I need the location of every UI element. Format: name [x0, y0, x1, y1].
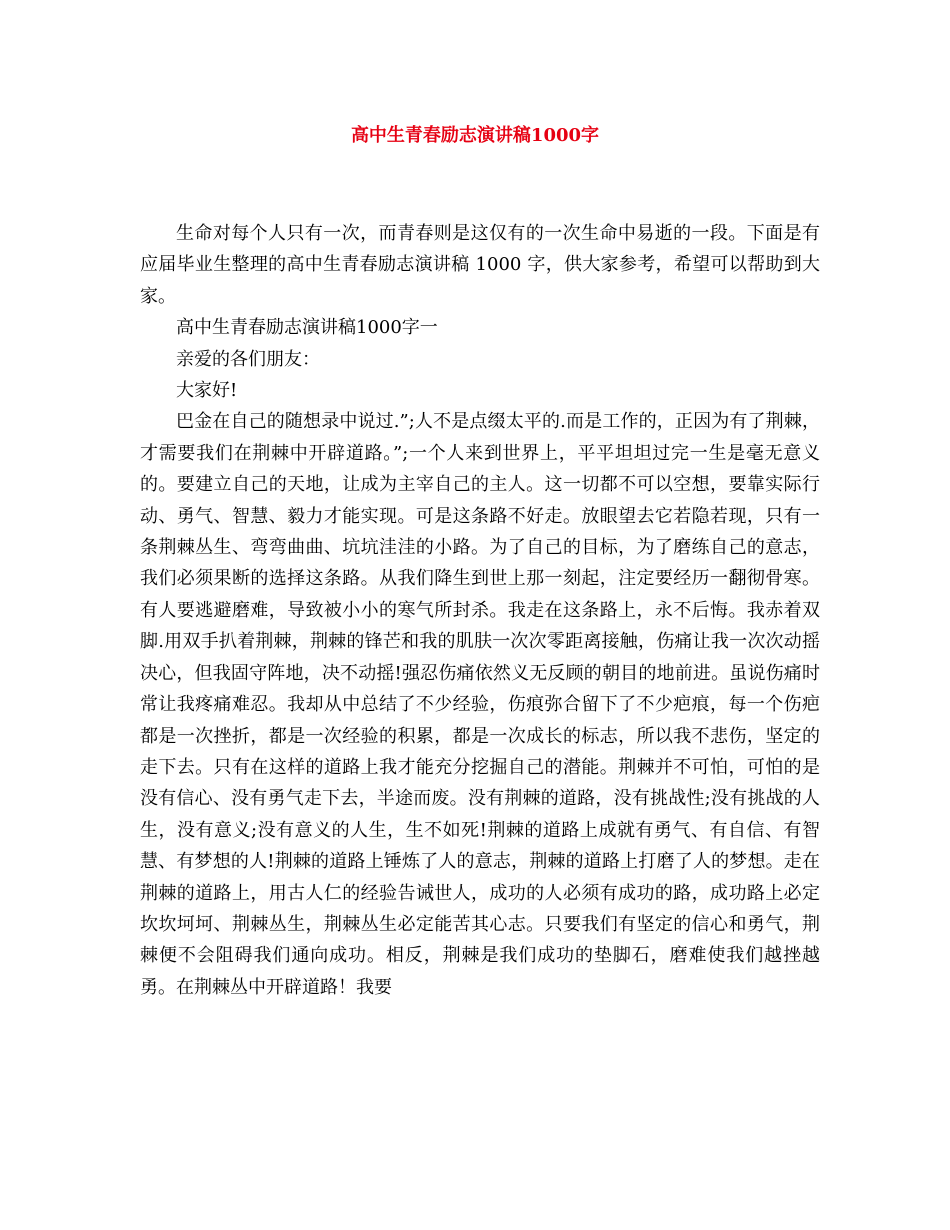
greeting: 大家好! — [176, 380, 238, 402]
main-paragraph: 巴金在自己的随想录中说过.”;人不是点缀太平的.而是工作的，正因为有了荆棘，才需要我们在荆棘中开辟道路。”;一个人来到世界上，平平坦坦过完一生是毫无意义的。要建立自己的天地，让成为主宰自己的主人。这一切都不可以空想，要靠实际行动、勇气、智慧、毅力才能实现。可是这条路不好走。放眼望去它若隐若现，只有一条荆棘丛生、弯弯曲曲、坑坑洼洼的小路。为了自己的目标，为了磨练自己的意志，我们必须果断的选择这条路。从我们降生到世上那一刻起，注定要经历一翻彻骨寒。有人要逃避磨难，导致被小小的寒气所封杀。我走在这条路上，永不后悔。我赤着双脚.用双手扒着荆棘，荆棘的锋芒和我的肌肤一次次零距离接触，伤痛让我一次次动摇决心，但我固守阵地，决不动摇!强忍伤痛依然义无反顾的朝目的地前进。虽说伤痛时常让我疼痛难忍。我却从中总结了不少经验，伤痕弥合留下了不少疤痕，每一个伤疤都是一次挫折，都是一次经验的积累，都是一次成长的标志，所以我不悲伤，坚定的走下去。只有在这样的道路上我才能充分挖掘自己的潜能。荆棘并不可怕，可怕的是没有信心、没有勇气走下去，半途而废。没有荆棘的道路，没有挑战性;没有挑战的人生，没有意义;没有意义的人生，生不如死!荆棘的道路上成就有勇气、有自信、有智慧、有梦想的人!荆棘的道路上锤炼了人的意志，荆棘的道路上打磨了人的梦想。走在荆棘的道路上，用古人仁的经验告诫世人，成功的人必须有成功的路，成功路上必定坎坎坷坷、荆棘丛生，荆棘丛生必定能苦其心志。只要我们有坚定的信心和勇气，荆棘便不会阻碍我们通向成功。相反，荆棘是我们成功的垫脚石，磨难使我们越挫越勇。在荆棘丛中开辟道路！我要 — [140, 411, 820, 998]
salutation: 亲爱的各们朋友： — [176, 348, 320, 370]
intro-paragraph: 生命对每个人只有一次，而青春则是这仅有的一次生命中易逝的一段。下面是有应届毕业生整理的高中生青春励志演讲稿 1000 字，供大家参考，希望可以帮助到大家。 — [140, 223, 820, 307]
document-title: 高中生青春励志演讲稿1000字 — [350, 125, 600, 146]
section-heading: 高中生青春励志演讲稿1000字一 — [176, 317, 438, 339]
document-body — [140, 218, 820, 1003]
